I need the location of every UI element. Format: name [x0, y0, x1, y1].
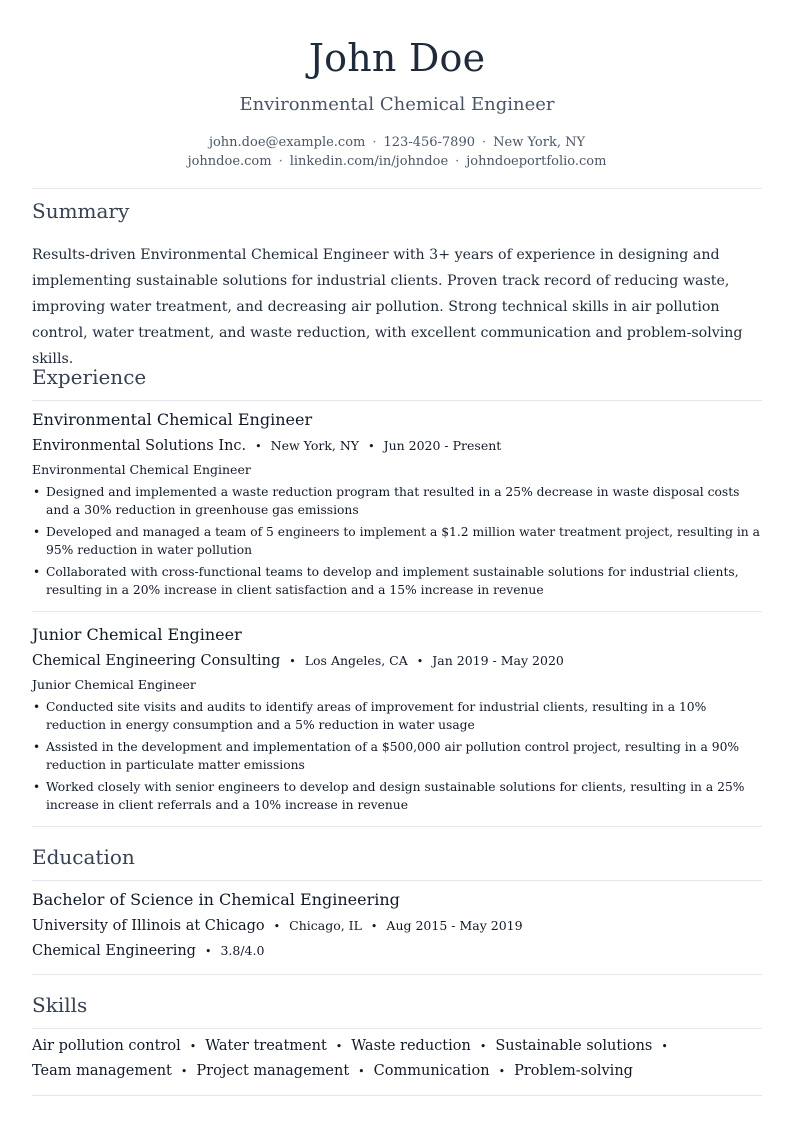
website-link[interactable]: johndoe.com — [187, 154, 272, 169]
field-of-study: Chemical Engineering — [32, 943, 196, 959]
list-item: • Collaborated with cross-functional teams to develop and implement sustainable solutions for industrial clients, resulting in a 20% increase in client satisfaction and a 15% increase in revenue — [32, 563, 762, 599]
company-name: Environmental Solutions Inc. — [32, 438, 247, 454]
job-meta — [32, 651, 564, 672]
skill-separator: • — [661, 1040, 668, 1053]
skill-separator: • — [358, 1065, 365, 1078]
meta-separator: • — [255, 440, 262, 453]
divider — [32, 1028, 762, 1029]
contact-separator: · — [372, 135, 377, 150]
job-bullets — [32, 483, 762, 603]
skill-separator: • — [180, 1065, 188, 1078]
email-link[interactable]: john.doe@example.com — [208, 135, 366, 150]
school-meta — [32, 916, 523, 937]
divider — [32, 1095, 762, 1096]
candidate-name: John Doe — [308, 36, 486, 80]
candidate-headline: Environmental Chemical Engineer — [239, 94, 555, 115]
portfolio-link[interactable]: johndoeportfolio.com — [466, 154, 607, 169]
contact-separator: · — [482, 135, 487, 150]
list-item: • Worked closely with senior engineers to develop and design sustainable solutions for clients, resulting in a 25% increase in client referrals and a 10% increase in revenue — [32, 778, 762, 814]
skill-item: Team management — [32, 1063, 172, 1079]
list-item: • Assisted in the development and implementation of a $500,000 air pollution control project, resulting in a 90% reduction in particulate matter emissions — [32, 738, 762, 774]
job-location: Los Angeles, CA — [304, 653, 408, 668]
skill-item: Communication — [373, 1063, 490, 1079]
contact-separator: · — [455, 154, 460, 169]
summary-text: Results-driven Environmental Chemical Engineer with 3+ years of experience in designing and implementing sustainable solutions for industrial clients. Proven track record of reducing waste, improving water treatment, and decreasing air pollution. Strong technical skills in air pollution control, water treatment, and waste reduction, with excellent communication and problem-solving skills. — [32, 247, 743, 367]
school-dates: Aug 2015 - May 2019 — [386, 918, 523, 933]
skill-item: Air pollution control — [32, 1038, 181, 1054]
skill-separator: • — [479, 1040, 487, 1053]
job-dates: Jun 2020 - Present — [383, 438, 502, 453]
skill-item: Waste reduction — [351, 1038, 471, 1054]
contact-line-2 — [32, 153, 762, 171]
skill-item: Sustainable solutions — [495, 1038, 653, 1054]
skills-heading: Skills — [32, 993, 88, 1017]
meta-separator: • — [289, 655, 296, 668]
summary-heading: Summary — [32, 199, 130, 223]
divider — [32, 826, 762, 827]
skill-separator: • — [335, 1040, 343, 1053]
school-name: University of Illinois at Chicago — [32, 918, 265, 934]
education-heading: Education — [32, 845, 135, 869]
list-item: • Designed and implemented a waste reduction program that resulted in a 25% decrease in waste disposal costs and a 30% reduction in greenhouse gas emissions — [32, 483, 762, 519]
contact-line-1 — [32, 134, 762, 152]
field-meta — [32, 941, 264, 962]
job-meta — [32, 436, 501, 457]
contact-separator: · — [278, 154, 283, 169]
job-title: Junior Chemical Engineer — [32, 625, 242, 644]
school-location: Chicago, IL — [289, 918, 362, 933]
skill-item: Project management — [196, 1063, 350, 1079]
job-dates: Jan 2019 - May 2020 — [432, 653, 564, 668]
skill-separator: • — [498, 1065, 506, 1078]
linkedin-link[interactable]: linkedin.com/in/johndoe — [289, 154, 449, 169]
meta-separator: • — [370, 920, 378, 933]
company-name: Chemical Engineering Consulting — [32, 653, 281, 669]
phone-text: 123-456-7890 — [383, 135, 475, 150]
meta-separator: • — [416, 655, 424, 668]
gpa-value: 3.8/4.0 — [220, 943, 265, 958]
divider — [32, 880, 762, 881]
skill-item: Problem-solving — [514, 1063, 633, 1079]
divider — [32, 611, 762, 612]
location-text: New York, NY — [493, 135, 586, 150]
divider — [32, 188, 762, 189]
meta-separator: • — [273, 920, 281, 933]
experience-heading: Experience — [32, 365, 147, 389]
job-role: Environmental Chemical Engineer — [32, 462, 251, 477]
job-bullets — [32, 698, 762, 818]
skills-list — [32, 1034, 762, 1084]
list-item: • Developed and managed a team of 5 engineers to implement a $1.2 million water treatment project, resulting in a 95% reduction in water pollution — [32, 523, 762, 559]
divider — [32, 974, 762, 975]
skill-item: Water treatment — [205, 1038, 327, 1054]
meta-separator: • — [204, 945, 212, 958]
meta-separator: • — [368, 440, 375, 453]
job-location: New York, NY — [270, 438, 360, 453]
skill-separator: • — [189, 1040, 197, 1053]
list-item: • Conducted site visits and audits to identify areas of improvement for industrial clients, resulting in a 10% reduction in energy consumption and a 5% reduction in water usage — [32, 698, 762, 734]
job-title: Environmental Chemical Engineer — [32, 410, 313, 429]
degree-title: Bachelor of Science in Chemical Engineering — [32, 890, 400, 909]
divider — [32, 400, 762, 401]
job-role: Junior Chemical Engineer — [32, 677, 196, 692]
